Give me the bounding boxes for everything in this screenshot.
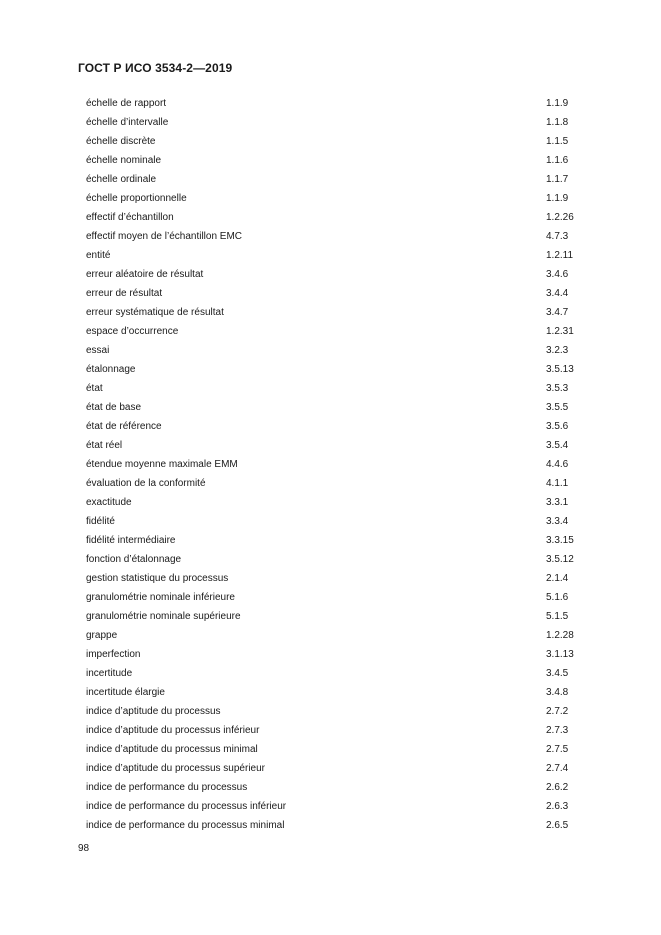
- index-entry: [86, 550, 572, 569]
- index-entry: [86, 778, 572, 797]
- index-entry: [86, 398, 572, 417]
- index-reference-number: 1.2.26: [546, 212, 574, 223]
- index-reference-number: 3.4.4: [546, 288, 569, 299]
- index-term: fidélité intermédiaire: [86, 535, 176, 546]
- index-term: échelle proportionnelle: [86, 193, 187, 204]
- index-reference-number: 3.5.12: [546, 554, 574, 565]
- index-entry: [86, 227, 572, 246]
- index-entry: [86, 189, 572, 208]
- index-reference-number: 3.4.6: [546, 269, 569, 280]
- index-entry: [86, 607, 572, 626]
- index-entry: [86, 683, 572, 702]
- index-term: échelle nominale: [86, 155, 162, 166]
- index-reference-number: 4.1.1: [546, 478, 569, 489]
- index-reference-number: 5.1.6: [546, 592, 569, 603]
- index-term: essai: [86, 345, 110, 356]
- index-reference-number: 2.7.5: [546, 744, 569, 755]
- index-reference-number: 1.1.5: [546, 136, 569, 147]
- index-entry: [86, 816, 572, 835]
- index-term: incertitude: [86, 668, 133, 679]
- document-header: ГОСТ Р ИСО 3534-2—2019: [78, 61, 233, 75]
- index-entry: [86, 455, 572, 474]
- index-term: indice d’aptitude du processus supérieur: [86, 763, 265, 774]
- index-entry: [86, 284, 572, 303]
- index-entry: [86, 322, 572, 341]
- index-entry: [86, 759, 572, 778]
- index-term: imperfection: [86, 649, 141, 660]
- index-entry: [86, 626, 572, 645]
- index-reference-number: 1.1.9: [546, 98, 569, 109]
- index-term: étalonnage: [86, 364, 136, 375]
- index-term: indice d’aptitude du processus minimal: [86, 744, 258, 755]
- page-number: 98: [78, 843, 90, 854]
- index-entry: [86, 246, 572, 265]
- index-entry: [86, 740, 572, 759]
- index-entry: [86, 94, 572, 113]
- index-term: état de base: [86, 402, 142, 413]
- index-reference-number: 2.7.3: [546, 725, 569, 736]
- index-entry: [86, 379, 572, 398]
- index-entry: [86, 132, 572, 151]
- index-reference-number: 3.1.13: [546, 649, 574, 660]
- index-reference-number: 5.1.5: [546, 611, 569, 622]
- index-entry: [86, 113, 572, 132]
- index-entry: [86, 265, 572, 284]
- index-reference-number: 2.6.5: [546, 820, 569, 831]
- index-reference-number: 3.4.5: [546, 668, 569, 679]
- index-reference-number: 3.5.3: [546, 383, 569, 394]
- index-entry: [86, 303, 572, 322]
- index-term: fidélité: [86, 516, 115, 527]
- index-entry: [86, 493, 572, 512]
- index-reference-number: 3.4.8: [546, 687, 569, 698]
- index-entry: [86, 474, 572, 493]
- index-term: indice d’aptitude du processus inférieur: [86, 725, 260, 736]
- index-term: étendue moyenne maximale EMM: [86, 459, 238, 470]
- index-entry: [86, 702, 572, 721]
- index-term: granulométrie nominale inférieure: [86, 592, 235, 603]
- index-reference-number: 3.5.5: [546, 402, 569, 413]
- index-term: état réel: [86, 440, 123, 451]
- index-term: indice d’aptitude du processus: [86, 706, 221, 717]
- index-term: effectif d’échantillon: [86, 212, 174, 223]
- index-term: échelle ordinale: [86, 174, 157, 185]
- index-reference-number: 1.1.6: [546, 155, 569, 166]
- index-term: état de référence: [86, 421, 162, 432]
- index-entry: [86, 588, 572, 607]
- index-term: erreur de résultat: [86, 288, 163, 299]
- index-reference-number: 3.3.15: [546, 535, 574, 546]
- index-reference-number: 3.5.6: [546, 421, 569, 432]
- index-reference-number: 3.3.1: [546, 497, 569, 508]
- index-term: gestion statistique du processus: [86, 573, 229, 584]
- index-entry: [86, 151, 572, 170]
- index-entry: [86, 531, 572, 550]
- index-reference-number: 1.1.9: [546, 193, 569, 204]
- index-reference-number: 2.1.4: [546, 573, 569, 584]
- index-entry: [86, 645, 572, 664]
- index-reference-number: 3.5.4: [546, 440, 569, 451]
- index-term: échelle discrète: [86, 136, 156, 147]
- index-entry: [86, 360, 572, 379]
- index-term: indice de performance du processus inférieur: [86, 801, 287, 812]
- index-term: indice de performance du processus: [86, 782, 248, 793]
- index-reference-number: 3.5.13: [546, 364, 574, 375]
- index-reference-number: 1.2.28: [546, 630, 574, 641]
- index-reference-number: 2.6.2: [546, 782, 569, 793]
- index-entry: [86, 341, 572, 360]
- index-entry: [86, 417, 572, 436]
- index-reference-number: 1.2.31: [546, 326, 574, 337]
- index-term: erreur aléatoire de résultat: [86, 269, 204, 280]
- index-reference-number: 3.2.3: [546, 345, 569, 356]
- index-term: granulométrie nominale supérieure: [86, 611, 241, 622]
- index-entry: [86, 436, 572, 455]
- index-term: erreur systématique de résultat: [86, 307, 224, 318]
- index-reference-number: 4.4.6: [546, 459, 569, 470]
- index-term: espace d’occurrence: [86, 326, 179, 337]
- index-reference-number: 1.1.7: [546, 174, 569, 185]
- index-term: grappe: [86, 630, 118, 641]
- index-term: échelle de rapport: [86, 98, 167, 109]
- index-entry: [86, 170, 572, 189]
- index-reference-number: 1.2.11: [546, 250, 574, 261]
- index-entry: [86, 208, 572, 227]
- index-reference-number: 2.7.2: [546, 706, 569, 717]
- index-term: fonction d’étalonnage: [86, 554, 182, 565]
- index-entry: [86, 664, 572, 683]
- index-entry: [86, 721, 572, 740]
- index-term: incertitude élargie: [86, 687, 165, 698]
- index-entry: [86, 797, 572, 816]
- index-term: entité: [86, 250, 111, 261]
- index-entry: [86, 569, 572, 588]
- index-reference-number: 3.4.7: [546, 307, 569, 318]
- index-term: effectif moyen de l’échantillon EMC: [86, 231, 243, 242]
- index-reference-number: 2.7.4: [546, 763, 569, 774]
- index-term: exactitude: [86, 497, 132, 508]
- index-term: indice de performance du processus minimal: [86, 820, 285, 831]
- index-term-list: [86, 94, 572, 835]
- index-entry: [86, 512, 572, 531]
- index-reference-number: 4.7.3: [546, 231, 569, 242]
- index-term: échelle d’intervalle: [86, 117, 169, 128]
- index-reference-number: 3.3.4: [546, 516, 569, 527]
- index-term: évaluation de la conformité: [86, 478, 206, 489]
- index-reference-number: 2.6.3: [546, 801, 569, 812]
- index-reference-number: 1.1.8: [546, 117, 569, 128]
- index-term: état: [86, 383, 103, 394]
